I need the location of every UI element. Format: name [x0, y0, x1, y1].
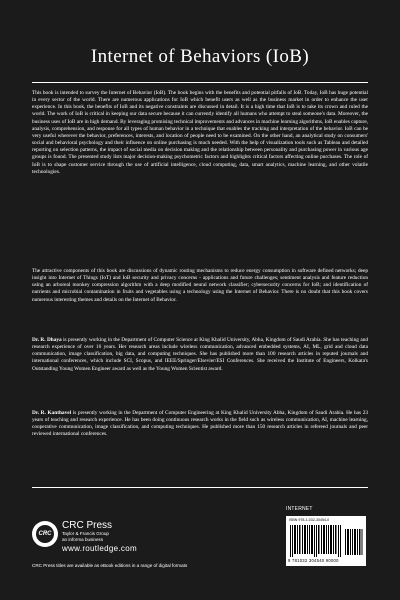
bottom-divider	[32, 487, 368, 488]
publisher-tagline: an informa business	[62, 537, 104, 542]
publisher-name: CRC Press	[62, 520, 113, 531]
author-bio-dhaya	[32, 337, 368, 373]
barcode	[286, 516, 366, 566]
publisher-group: Taylor & Francis Group	[62, 531, 109, 536]
publisher-block	[62, 520, 137, 554]
description-paragraph-1: This book is intended to survey the Internet of Behavior (IoB). The book begins with the benefits and potential pitfalls of IoB. Today, IoB has huge potential in every sector of the world. There are numerous applications for IoB which benefit users as well as the business market in order to enhance the user experience. In this book, the benefits of IoB and its negative constraints are discussed in detail. It is a high time that IoB is to take its crown and ruled the world. The work of IoB is critical in keeping our data secure because it can currently identify all humans who attempt to steal someone's data. Moreover, the business uses of IoB are in high demand. By leveraging promising technical improvements and advances in machine learning algorithms, IoB enables capture, analysis, comprehension, and response for all types of human behavior in a technique that enables the tracking and interpretation of the behavior. IoB can be very useful wherever the behavior, preferences, interests, and location of people need to be examined. On the other hand, an analytical study on consumers' social and behavioral psychology and their influence on online purchasing is much needed. With the help of visualization tools such as Tableau and detailed reporting on selection patterns, the impact of social media on decision making and the relationship between personality and purchasing power in various age groups is found. The presented study lists major decision-making psychometric factors and highlights critical factors affecting online purchases. The role of IoB is to shape customer service through the use of artificial intelligence, cloud computing, data, smart analytics, machine learning, and other volatile technologies.	[32, 90, 368, 175]
author-name-dhaya: Dr. R. Dhaya	[32, 337, 62, 343]
author-bio-kanthavel	[32, 410, 368, 439]
isbn-label: ISBN 978-1-032-30454-0	[289, 518, 330, 522]
barcode-digits	[288, 558, 364, 563]
author-name-kanthavel: Dr. R. Kanthavel	[32, 410, 72, 416]
subject-label: INTERNET	[286, 506, 313, 512]
barcode-addon-number: 90000	[325, 558, 339, 563]
ebook-note: CRC Press titles are available as eBook editions in a range of digital formats	[32, 563, 188, 568]
book-title: Internet of Behaviors (IoB)	[90, 46, 310, 67]
barcode-bars	[290, 525, 342, 557]
crc-logo-icon	[32, 521, 58, 547]
barcode-number: 9 781032 304540	[288, 558, 325, 563]
crc-logo-text: CRC	[36, 525, 54, 543]
description-paragraph-2: The attractive components of this book are discussions of dynamic routing mechanisms to reduce energy consumption in software defined networks; deep insight into Internet of Things (IoT) and IoB security and privacy concerns - applications and future challenges; sentiment analysis and feature reduction using an arboreal monkey compression algorithm with a deep modified neural network classifier; cybersecurity concerns for IoB; and identification of nutrients and microbial contamination in fruits and vegetables using a technology using the Internet of Behavior. There is no doubt that this book covers numerous interesting themes and details on the Internet of Behavior.	[32, 268, 368, 303]
publisher-website: www.routledge.com	[62, 544, 137, 553]
barcode-addon-bars	[345, 529, 363, 555]
author-bio-text-dhaya: is presently working in the Department of Computer Science at King Khalid University, Abha, Kingdom of Saudi Arabia. She has teaching and research experience of over 16 years. Her research areas include wireless communication, advanced embedded systems, AI, ML, grid and cloud data communication, image classification, big data, and computing techniques. She has published more than 100 research articles in reputed journals and international conferences, which include SCI, Scopus, and IEEE/Springer/Elsevier/ESI Conferences. She received the Institute of Engineers, Kolkata's Outstanding Young Women Engineer award as well as the Young Women Scientist award.	[32, 337, 368, 372]
title-divider	[32, 82, 368, 83]
author-bio-text-kanthavel: is presently working in the Department of Computer Engineering at King Khalid University Abha, Kingdom of Saudi Arabia. He has 23 years of teaching and research experience. He has been doing continuous research works in the field such as wireless communication, AI, machine learning, cooperative communication, image classification, and computing techniques. He published more than 150 research articles in refereed journals and peer reviewed international conferences.	[32, 410, 369, 438]
